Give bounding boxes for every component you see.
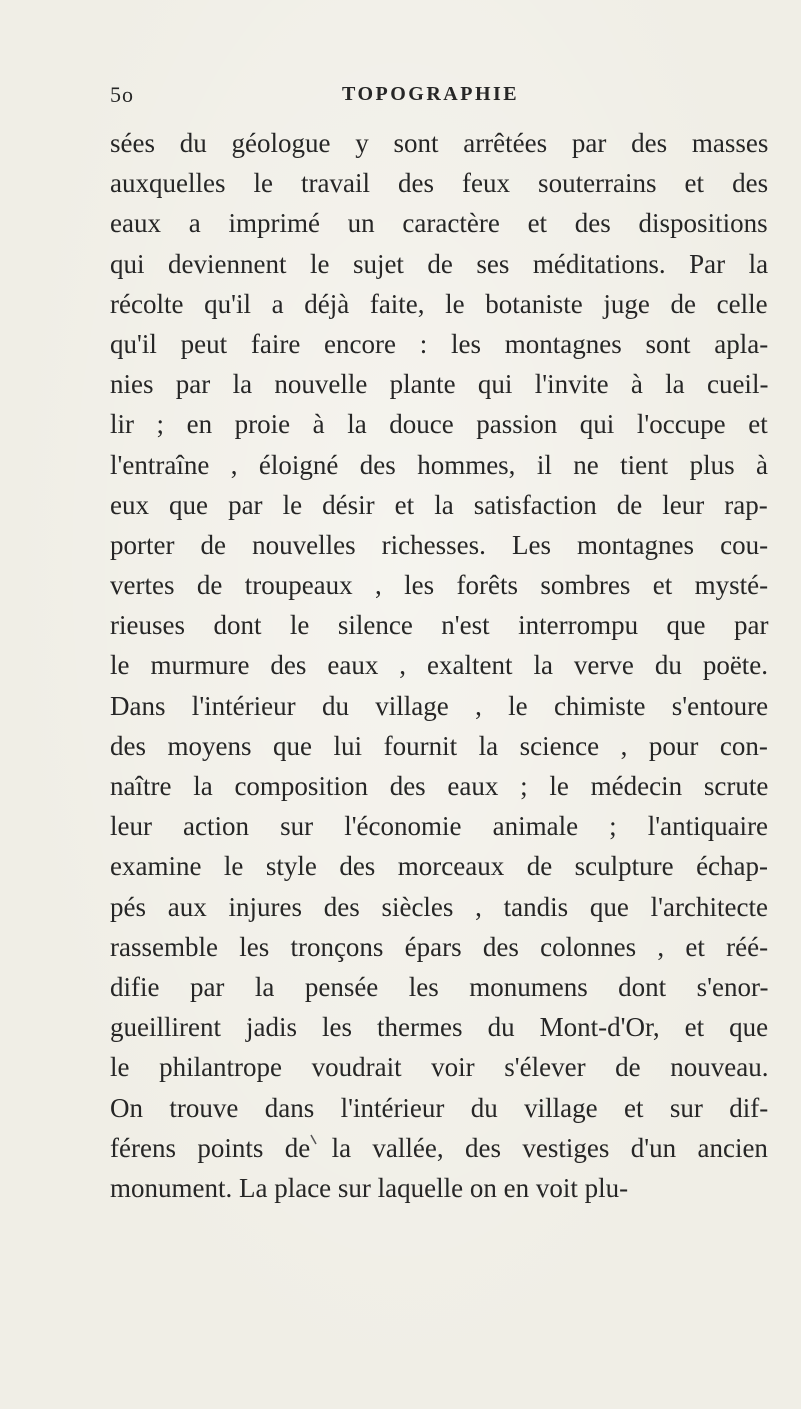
text-line: difie par la pensée les monumens dont s'enor- [110,971,769,1002]
text-line: le philantrope voudrait voir s'élever de nouveau. [110,1052,769,1083]
text-line: monument. La place sur laquelle on en voit plu- [110,1172,629,1203]
text-line: examine le style des morceaux de sculpture échap- [110,851,769,882]
text-line: pés aux injures des siècles , tandis que l'architecte [110,891,768,922]
text-line: vertes de troupeaux , les forêts sombres et mysté- [110,570,769,601]
text-line: On trouve dans l'intérieur du village et sur dif- [110,1092,769,1123]
running-title: TOPOGRAPHIE [342,83,520,105]
text-line: eux que par le désir et la satisfaction de leur rap- [110,489,768,520]
running-head [110,82,790,112]
text-line: auxquelles le travail des feux souterrains et des [110,168,769,199]
text-line: naître la composition des eaux ; le médecin scrute [110,771,769,801]
text-line: qu'il peut faire encore : les montagnes sont apla- [110,328,769,359]
text-line: l'entraîne , éloigné des hommes, il ne tient plus à [110,449,768,480]
text-line: rassemble les tronçons épars des colonnes , et réé- [110,931,769,962]
text-line: nies par la nouvelle plante qui l'invite à la cueil- [110,369,769,400]
text-line: sées du géologue y sont arrêtées par des masses [110,128,769,158]
page-number: 5o [110,82,134,107]
text-line: le murmure des eaux , exaltent la verve du poëte. [110,650,769,681]
text-line: leur action sur l'économie animale ; l'antiquaire [110,811,769,842]
text-line: récolte qu'il a déjà faite, le botaniste juge de celle [110,288,768,319]
text-line: des moyens que lui fournit la science , pour con- [110,730,768,761]
text-line: Dans l'intérieur du village , le chimiste s'entoure [110,690,769,721]
ink-speck [310,1134,318,1151]
text-line: rieuses dont le silence n'est interrompu que par [110,610,769,641]
text-line: gueillirent jadis les thermes du Mont-d'Or, et que [110,1012,769,1043]
body-text [110,123,768,1208]
text-line: lir ; en proie à la douce passion qui l'occupe et [110,409,768,440]
text-line: férens points de la vallée, des vestiges d'un ancien [110,1132,768,1163]
text-line: qui deviennent le sujet de ses méditations. Par la [110,248,769,279]
text-line: porter de nouvelles richesses. Les montagnes cou- [110,529,769,560]
text-line: eaux a imprimé un caractère et des dispositions [110,208,768,239]
